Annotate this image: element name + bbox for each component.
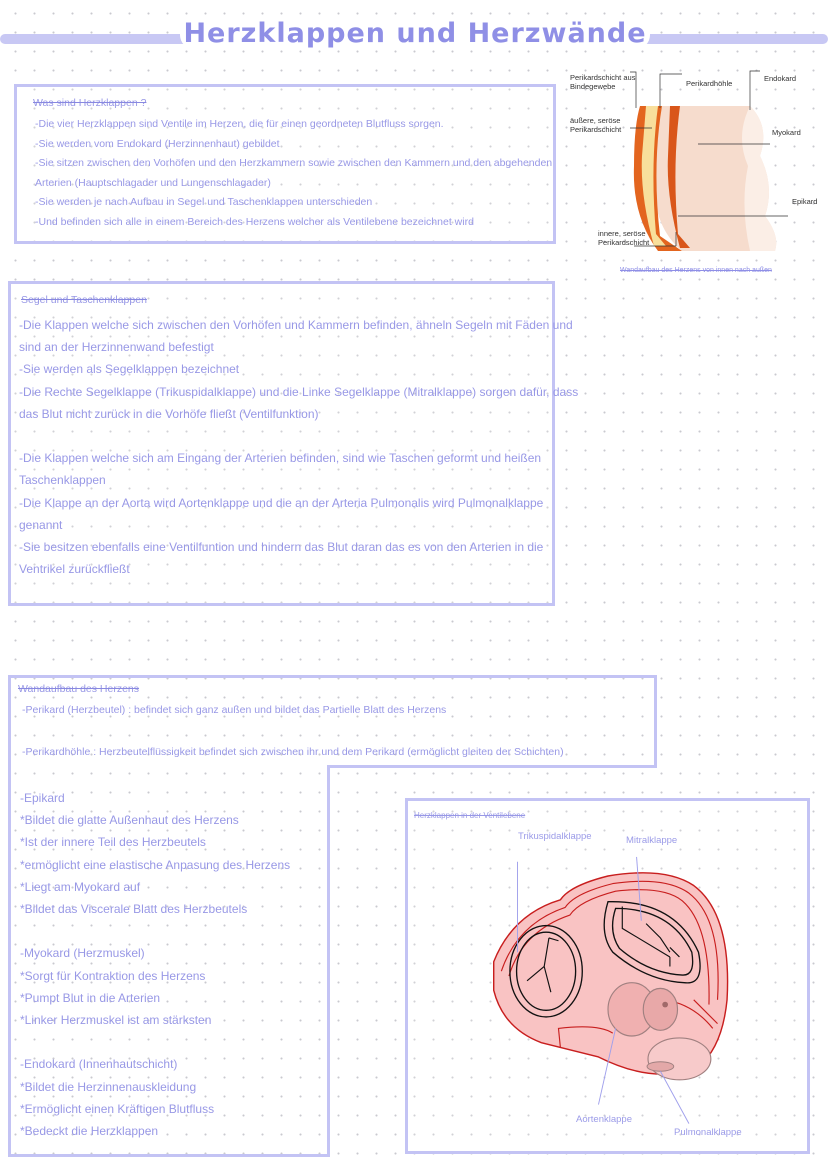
text-line: genannt bbox=[19, 517, 63, 532]
text-line: *ermöglicht eine elastische Anpasung des Herzens bbox=[20, 857, 291, 872]
label-endokard: Endokard bbox=[764, 74, 797, 83]
label-trikuspidalklappe: Trikuspidalklappe bbox=[518, 831, 592, 842]
label-innere-seroese: innere, seröse Perikardschicht bbox=[598, 229, 650, 247]
section-heading: Wandaufbau des Herzens bbox=[18, 683, 140, 695]
page-title: Herzklappen und Herzwände bbox=[180, 18, 650, 49]
text-line: -Und befinden sich alle in einem Bereich des Herzens welcher als Ventilebene bezeichnet wird bbox=[35, 215, 474, 228]
text-line: *Linker Herzmuskel ist am stärksten bbox=[20, 1013, 212, 1027]
figure-caption: Wandaufbau des Herzens von innen nach außen bbox=[620, 267, 772, 274]
text-line: -Die Klappen welche sich am Eingang der Arterien befinden, sind wie Taschen geformt und heißen bbox=[19, 451, 542, 466]
text-line: -Sie besitzen ebenfalls eine Ventilfuntion und hindern das Blut daran das es von den Arterien in die bbox=[19, 540, 544, 554]
text-line: -Endokard (Innenhautschicht) bbox=[20, 1057, 178, 1072]
text-line: -Perikardhöhle : Herzbeutelflüssigkeit befindet sich zwischen ihr und dem Perikard (ermöglicht gleiten der Schichten) bbox=[22, 746, 564, 758]
text-line: -Die vier Herzklappen sind Ventile im Herzen, die für einen geordneten Blutfluss sorgen. bbox=[35, 118, 444, 130]
label-mitralklappe: Mitralklappe bbox=[626, 835, 678, 846]
text-line: -Sie werden als Segelklappen bezeichnet bbox=[19, 362, 240, 377]
text-line: -Sie werden je nach Aufbau in Segel und Taschenklappen unterschieden bbox=[35, 196, 373, 208]
text-line: -Die Rechte Segelklappe (Trikuspidalklappe) und die Linke Segelklappe (Mitralklappe) sorgen dafür, dass bbox=[19, 384, 579, 399]
text-line: -Sie werden vom Endokard (Herzinnenhaut) gebildet bbox=[35, 137, 280, 150]
text-line: -Die Klappen welche sich zwischen den Vorhöfen und Kammern befinden, ähneln Segeln mit Fäden und bbox=[19, 318, 573, 332]
text-line: Taschenklappen bbox=[19, 473, 106, 488]
text-line: -Perikard (Herzbeutel) : befindet sich ganz außen und bildet das Partielle Blatt des Herzens bbox=[22, 704, 447, 716]
text-line: Arterien (Hauptschlagader und Lungenschlagader) bbox=[35, 176, 271, 189]
text-line: -Epikard bbox=[20, 791, 65, 805]
label-perikardschicht: Perikardschicht aus Bindegewebe bbox=[570, 73, 636, 91]
text-line: Ventrikel zurückfließt bbox=[19, 562, 130, 577]
text-line: *Ermöglicht einen Kräftigen Blutfluss bbox=[20, 1101, 215, 1116]
label-perikardhoehle: Perikardhöhle bbox=[686, 79, 733, 88]
text-line: -Sie sitzen zwischen den Vorhöfen und den Herzkammern sowie zwischen den Kammern und den abgehenden bbox=[35, 157, 553, 169]
section-heading: Was sind Herzklappen ? bbox=[33, 97, 147, 109]
text-line: *Liegt am Myokard auf bbox=[20, 879, 141, 894]
text-line: sind an der Herzinnenwand befestigt bbox=[19, 340, 214, 355]
label-pulmonalklappe: Pulmonalklappe bbox=[674, 1127, 742, 1138]
valve-plane-diagram bbox=[408, 801, 808, 1151]
text-line: -Myokard (Herzmuskel) bbox=[20, 946, 145, 961]
label-epikard: Epikard bbox=[792, 197, 818, 206]
text-line: *Sorgt für Kontraktion des Herzens bbox=[20, 968, 206, 983]
label-aortenklappe: Aortenklappe bbox=[576, 1114, 632, 1125]
text-line: *Ist der innere Teil des Herzbeutels bbox=[20, 835, 206, 850]
text-line: *Bedeckt die Herzklappen bbox=[20, 1124, 159, 1138]
section-heading: Herzklappen in der Ventilebene bbox=[414, 811, 526, 820]
text-line: *Bildet das Viscerale Blatt des Herzbeutels bbox=[20, 902, 248, 916]
label-myokard: Myokard bbox=[772, 128, 801, 137]
section-ventilebene bbox=[405, 798, 810, 1154]
text-line: -Die Klappe an der Aorta wird Aortenklappe und die an der Arteria Pulmonalis wird Pulmonalklappe bbox=[19, 495, 544, 510]
text-line: *Bildet die glatte Außenhaut des Herzens bbox=[20, 813, 239, 828]
text-line: *Pumpt Blut in die Arterien bbox=[20, 990, 161, 1005]
text-line: *Bildet die Herzinnenauskleidung bbox=[20, 1079, 197, 1094]
text-line: das Blut nicht zurück in die Vorhöfe fließt (Ventilfunktion) bbox=[19, 406, 319, 421]
label-aeussere-seroese: äußere, seröse Perikardschicht bbox=[570, 116, 622, 134]
section-heading: Segel und Taschenklappen bbox=[21, 294, 147, 306]
